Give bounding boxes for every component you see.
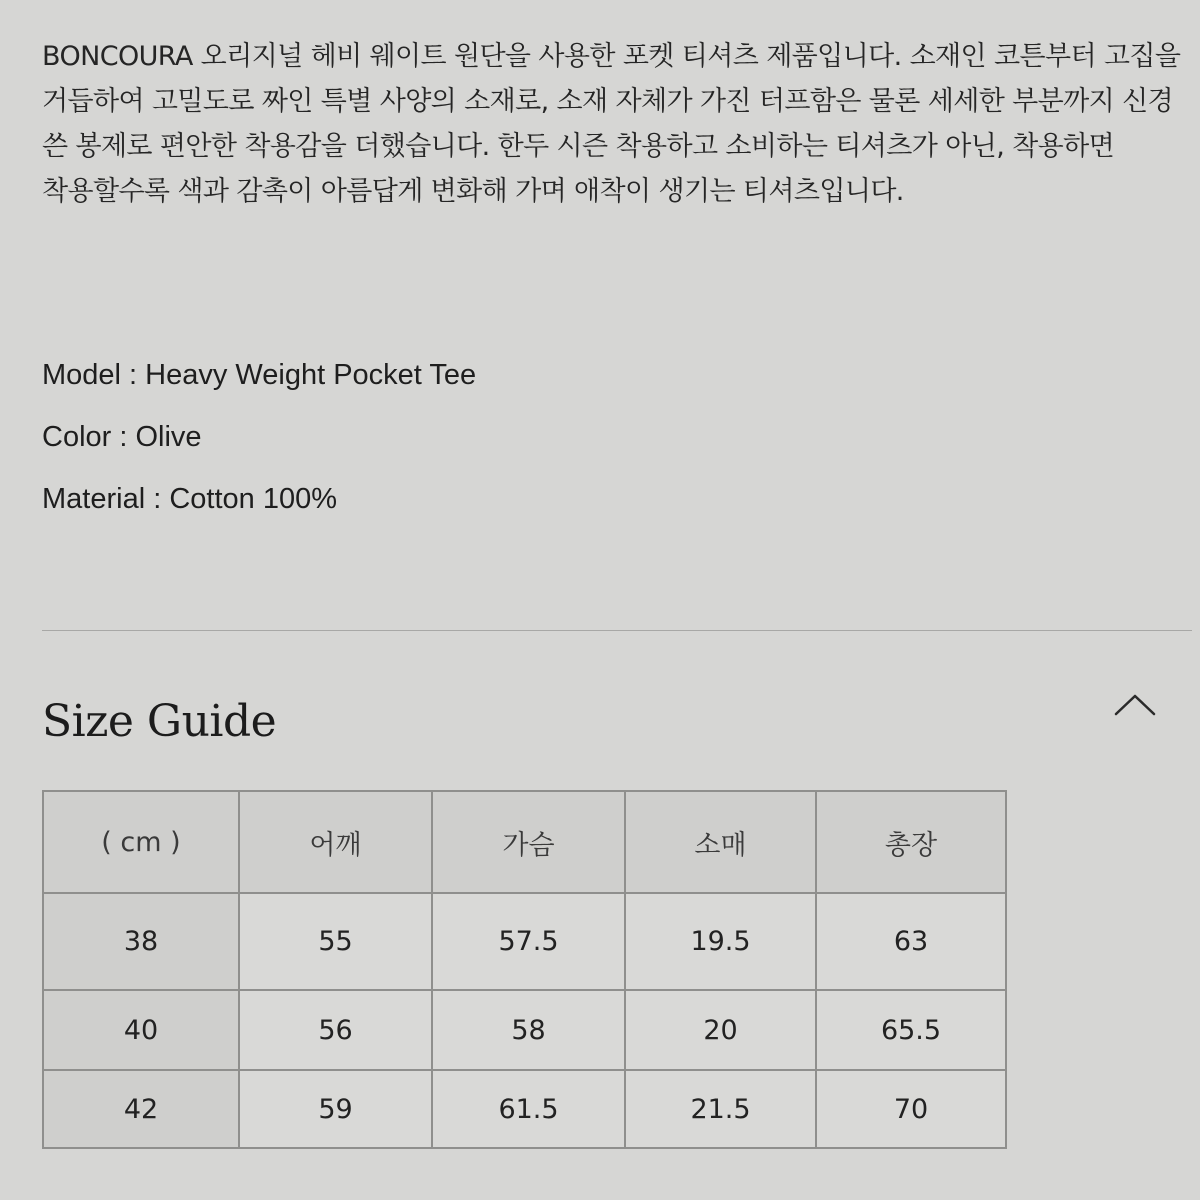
table-header-row [43,791,1006,893]
chest-cell: 61.5 [432,1070,625,1148]
spec-material: Material : Cotton 100% [42,483,337,515]
table-row [43,893,1006,990]
header-sleeve: 소매 [625,791,816,893]
section-divider [42,630,1192,631]
sleeve-cell: 21.5 [625,1070,816,1148]
length-cell: 70 [816,1070,1006,1148]
chest-cell: 57.5 [432,893,625,990]
size-guide-title: Size Guide [42,696,277,747]
size-cell: 38 [43,893,239,990]
shoulder-cell: 56 [239,990,432,1070]
table-row [43,1070,1006,1148]
spec-model: Model : Heavy Weight Pocket Tee [42,359,477,391]
shoulder-cell: 55 [239,893,432,990]
length-cell: 65.5 [816,990,1006,1070]
spec-color: Color : Olive [42,421,202,453]
size-guide-table [42,790,1007,1149]
header-shoulder: 어깨 [239,791,432,893]
header-unit: ( cm ) [43,791,239,893]
shoulder-cell: 59 [239,1070,432,1148]
header-length: 총장 [816,791,1006,893]
size-cell: 40 [43,990,239,1070]
header-chest: 가슴 [432,791,625,893]
chevron-up-icon [1110,686,1160,726]
size-guide-collapse-button[interactable] [1110,686,1160,726]
table-row [43,990,1006,1070]
size-cell: 42 [43,1070,239,1148]
sleeve-cell: 19.5 [625,893,816,990]
length-cell: 63 [816,893,1006,990]
product-specs [42,352,476,538]
chest-cell: 58 [432,990,625,1070]
product-description: BONCOURA 오리지널 헤비 웨이트 원단을 사용한 포켓 티셔츠 제품입니다. 소재인 코튼부터 고집을 거듭하여 고밀도로 짜인 특별 사양의 소재로, 소재 자체가 가진 터프함은 물론 세세한 부분까지 신경 쓴 봉제로 편안한 착용감을 더했습니다. 한두 시즌 착용하고 소비하는 티셔츠가 아닌, 착용하면 착용할수록 색과 감촉이 아름답게 변화해 가며 애착이 생기는 티셔츠입니다. [42,41,1181,207]
sleeve-cell: 20 [625,990,816,1070]
